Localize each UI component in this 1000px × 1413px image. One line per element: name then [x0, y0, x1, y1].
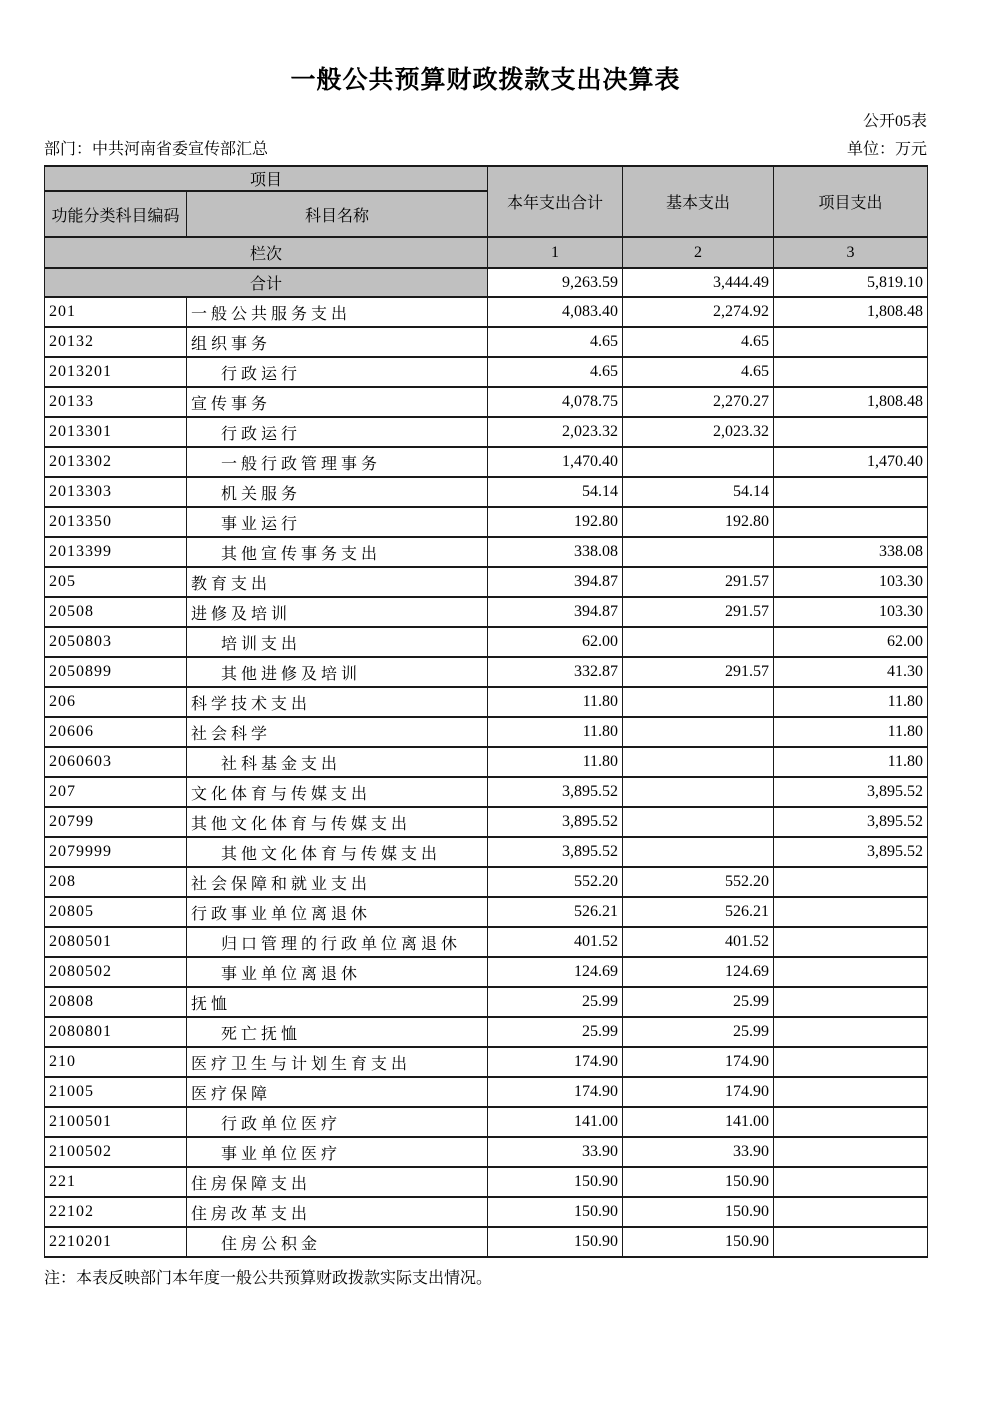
- department-label: 部门：中共河南省委宣传部汇总: [44, 141, 269, 158]
- row-name: 文化体育与传媒支出: [187, 777, 488, 807]
- row-name: 住房保障支出: [187, 1167, 488, 1197]
- row-basic: 291.57: [623, 657, 774, 687]
- header-col-basic: 基本支出: [623, 166, 774, 237]
- total-row-basic: 3,444.49: [623, 268, 774, 297]
- row-code: 210: [45, 1047, 187, 1077]
- row-basic: [623, 747, 774, 777]
- row-name: 教育支出: [187, 567, 488, 597]
- row-project: [774, 357, 928, 387]
- row-total: 552.20: [488, 867, 623, 897]
- row-total: 150.90: [488, 1197, 623, 1227]
- rank-row-label: 栏次: [45, 237, 488, 268]
- row-project: 1,470.40: [774, 447, 928, 477]
- row-code: 201: [45, 297, 187, 327]
- row-name: 机关服务: [187, 477, 488, 507]
- row-project: [774, 417, 928, 447]
- table-row: [45, 987, 928, 1017]
- row-code: 2013399: [45, 537, 187, 567]
- row-code: 2210201: [45, 1227, 187, 1257]
- row-total: 25.99: [488, 1017, 623, 1047]
- row-name: 其他宣传事务支出: [187, 537, 488, 567]
- row-total: 401.52: [488, 927, 623, 957]
- row-total: 3,895.52: [488, 777, 623, 807]
- header-col-total: 本年支出合计: [488, 166, 623, 237]
- row-basic: [623, 717, 774, 747]
- header-col-code: 功能分类科目编码: [45, 191, 187, 237]
- row-name: 社科基金支出: [187, 747, 488, 777]
- row-total: 3,895.52: [488, 807, 623, 837]
- row-basic: 174.90: [623, 1047, 774, 1077]
- row-total: 4.65: [488, 357, 623, 387]
- row-basic: [623, 537, 774, 567]
- row-total: 150.90: [488, 1167, 623, 1197]
- total-row: [45, 268, 928, 297]
- row-basic: [623, 627, 774, 657]
- row-name: 其他文化体育与传媒支出: [187, 807, 488, 837]
- table-row: [45, 387, 928, 417]
- row-code: 20132: [45, 327, 187, 357]
- row-project: [774, 477, 928, 507]
- row-project: [774, 867, 928, 897]
- sheet: [44, 0, 927, 1289]
- row-name: 组织事务: [187, 327, 488, 357]
- header-col-project: 项目支出: [774, 166, 928, 237]
- row-total: 124.69: [488, 957, 623, 987]
- row-total: 394.87: [488, 567, 623, 597]
- rank-col-1: 1: [488, 237, 623, 268]
- row-code: 2013303: [45, 477, 187, 507]
- row-basic: 4.65: [623, 357, 774, 387]
- row-project: 3,895.52: [774, 777, 928, 807]
- row-code: 2080501: [45, 927, 187, 957]
- row-name: 住房公积金: [187, 1227, 488, 1257]
- row-name: 医疗卫生与计划生育支出: [187, 1047, 488, 1077]
- table-row: [45, 477, 928, 507]
- row-project: [774, 1197, 928, 1227]
- row-total: 4,083.40: [488, 297, 623, 327]
- row-name: 住房改革支出: [187, 1197, 488, 1227]
- row-code: 2050803: [45, 627, 187, 657]
- table-row: [45, 837, 928, 867]
- row-basic: [623, 777, 774, 807]
- row-basic: 2,023.32: [623, 417, 774, 447]
- row-total: 192.80: [488, 507, 623, 537]
- row-basic: 150.90: [623, 1227, 774, 1257]
- table-row: [45, 1047, 928, 1077]
- row-code: 2100501: [45, 1107, 187, 1137]
- row-name: 社会科学: [187, 717, 488, 747]
- row-name: 归口管理的行政单位离退休: [187, 927, 488, 957]
- row-code: 20133: [45, 387, 187, 417]
- row-project: [774, 957, 928, 987]
- row-name: 行政运行: [187, 357, 488, 387]
- row-basic: 54.14: [623, 477, 774, 507]
- row-project: 41.30: [774, 657, 928, 687]
- row-basic: 552.20: [623, 867, 774, 897]
- row-total: 150.90: [488, 1227, 623, 1257]
- row-project: [774, 1227, 928, 1257]
- row-project: 62.00: [774, 627, 928, 657]
- row-code: 2060603: [45, 747, 187, 777]
- row-name: 一般行政管理事务: [187, 447, 488, 477]
- row-name: 事业运行: [187, 507, 488, 537]
- row-project: 11.80: [774, 687, 928, 717]
- table-row: [45, 777, 928, 807]
- row-project: 338.08: [774, 537, 928, 567]
- row-code: 221: [45, 1167, 187, 1197]
- total-row-label: 合计: [45, 268, 488, 297]
- row-code: 20606: [45, 717, 187, 747]
- row-total: 11.80: [488, 717, 623, 747]
- table-row: [45, 687, 928, 717]
- row-code: 20508: [45, 597, 187, 627]
- row-project: [774, 897, 928, 927]
- row-name: 事业单位离退休: [187, 957, 488, 987]
- row-basic: 401.52: [623, 927, 774, 957]
- row-total: 11.80: [488, 687, 623, 717]
- row-name: 培训支出: [187, 627, 488, 657]
- table-row: [45, 417, 928, 447]
- row-basic: 2,274.92: [623, 297, 774, 327]
- row-name: 其他进修及培训: [187, 657, 488, 687]
- header-row-project-group: [45, 166, 928, 191]
- table-body: [45, 166, 928, 1257]
- row-total: 526.21: [488, 897, 623, 927]
- row-code: 20799: [45, 807, 187, 837]
- row-basic: 141.00: [623, 1107, 774, 1137]
- table-row: [45, 537, 928, 567]
- row-code: 205: [45, 567, 187, 597]
- row-total: 3,895.52: [488, 837, 623, 867]
- row-basic: 150.90: [623, 1167, 774, 1197]
- row-project: 1,808.48: [774, 387, 928, 417]
- row-name: 宣传事务: [187, 387, 488, 417]
- row-name: 一般公共服务支出: [187, 297, 488, 327]
- row-project: [774, 1137, 928, 1167]
- table-row: [45, 927, 928, 957]
- table-row: [45, 447, 928, 477]
- row-code: 2013301: [45, 417, 187, 447]
- row-total: 33.90: [488, 1137, 623, 1167]
- row-code: 2079999: [45, 837, 187, 867]
- row-code: 21005: [45, 1077, 187, 1107]
- row-code: 207: [45, 777, 187, 807]
- row-basic: [623, 837, 774, 867]
- row-code: 2013201: [45, 357, 187, 387]
- row-name: 死亡抚恤: [187, 1017, 488, 1047]
- row-basic: 291.57: [623, 567, 774, 597]
- row-project: [774, 1107, 928, 1137]
- row-total: 4.65: [488, 327, 623, 357]
- table-row: [45, 357, 928, 387]
- row-project: 1,808.48: [774, 297, 928, 327]
- row-basic: 150.90: [623, 1197, 774, 1227]
- table-row: [45, 567, 928, 597]
- row-total: 338.08: [488, 537, 623, 567]
- row-total: 25.99: [488, 987, 623, 1017]
- row-project: [774, 507, 928, 537]
- row-project: 103.30: [774, 597, 928, 627]
- table-row: [45, 867, 928, 897]
- row-total: 62.00: [488, 627, 623, 657]
- row-basic: 25.99: [623, 1017, 774, 1047]
- rank-col-3: 3: [774, 237, 928, 268]
- rank-row: [45, 237, 928, 268]
- table-row: [45, 1197, 928, 1227]
- row-basic: [623, 807, 774, 837]
- row-basic: 4.65: [623, 327, 774, 357]
- row-project: [774, 1077, 928, 1107]
- table-row: [45, 627, 928, 657]
- row-project: 3,895.52: [774, 837, 928, 867]
- header-col-name: 科目名称: [187, 191, 488, 237]
- unit-label: 单位：万元: [846, 141, 927, 158]
- row-total: 174.90: [488, 1077, 623, 1107]
- table-row: [45, 1167, 928, 1197]
- row-code: 2080801: [45, 1017, 187, 1047]
- table-row: [45, 807, 928, 837]
- row-basic: 174.90: [623, 1077, 774, 1107]
- row-project: 11.80: [774, 717, 928, 747]
- total-row-project: 5,819.10: [774, 268, 928, 297]
- row-code: 20808: [45, 987, 187, 1017]
- row-name: 行政运行: [187, 417, 488, 447]
- table-row: [45, 717, 928, 747]
- form-code-label: 公开05表: [862, 113, 927, 130]
- table-row: [45, 897, 928, 927]
- row-total: 394.87: [488, 597, 623, 627]
- table-row: [45, 1107, 928, 1137]
- table-row: [45, 747, 928, 777]
- row-project: [774, 1017, 928, 1047]
- row-code: 2013350: [45, 507, 187, 537]
- page-title: 一般公共预算财政拨款支出决算表: [290, 67, 681, 94]
- row-project: [774, 1047, 928, 1077]
- row-total: 2,023.32: [488, 417, 623, 447]
- table-row: [45, 297, 928, 327]
- row-basic: 33.90: [623, 1137, 774, 1167]
- row-name: 行政事业单位离退休: [187, 897, 488, 927]
- table-row: [45, 657, 928, 687]
- row-basic: 2,270.27: [623, 387, 774, 417]
- row-name: 医疗保障: [187, 1077, 488, 1107]
- row-project: [774, 327, 928, 357]
- table-row: [45, 1227, 928, 1257]
- row-name: 抚恤: [187, 987, 488, 1017]
- row-code: 2080502: [45, 957, 187, 987]
- row-basic: 124.69: [623, 957, 774, 987]
- row-code: 22102: [45, 1197, 187, 1227]
- row-name: 进修及培训: [187, 597, 488, 627]
- row-basic: 526.21: [623, 897, 774, 927]
- row-basic: [623, 687, 774, 717]
- row-code: 208: [45, 867, 187, 897]
- row-name: 科学技术支出: [187, 687, 488, 717]
- total-row-total: 9,263.59: [488, 268, 623, 297]
- row-name: 其他文化体育与传媒支出: [187, 837, 488, 867]
- row-total: 4,078.75: [488, 387, 623, 417]
- row-name: 事业单位医疗: [187, 1137, 488, 1167]
- row-basic: 25.99: [623, 987, 774, 1017]
- row-total: 1,470.40: [488, 447, 623, 477]
- row-total: 141.00: [488, 1107, 623, 1137]
- row-basic: 291.57: [623, 597, 774, 627]
- row-total: 54.14: [488, 477, 623, 507]
- row-total: 332.87: [488, 657, 623, 687]
- table-row: [45, 1137, 928, 1167]
- row-basic: [623, 447, 774, 477]
- row-total: 11.80: [488, 747, 623, 777]
- row-basic: 192.80: [623, 507, 774, 537]
- row-code: 20805: [45, 897, 187, 927]
- table-row: [45, 1077, 928, 1107]
- row-code: 2050899: [45, 657, 187, 687]
- budget-table: [44, 165, 928, 1258]
- row-code: 2013302: [45, 447, 187, 477]
- table-row: [45, 327, 928, 357]
- rank-col-2: 2: [623, 237, 774, 268]
- row-project: 11.80: [774, 747, 928, 777]
- row-code: 206: [45, 687, 187, 717]
- row-project: 3,895.52: [774, 807, 928, 837]
- table-row: [45, 1017, 928, 1047]
- note-text: 注：本表反映部门本年度一般公共预算财政拨款实际支出情况。: [44, 1270, 493, 1287]
- row-code: 2100502: [45, 1137, 187, 1167]
- meta-line: [44, 141, 927, 159]
- row-name: 社会保障和就业支出: [187, 867, 488, 897]
- table-row: [45, 507, 928, 537]
- table-row: [45, 597, 928, 627]
- row-total: 174.90: [488, 1047, 623, 1077]
- row-project: [774, 1167, 928, 1197]
- row-project: 103.30: [774, 567, 928, 597]
- table-row: [45, 957, 928, 987]
- row-project: [774, 927, 928, 957]
- header-project-group: 项目: [45, 166, 488, 191]
- row-name: 行政单位医疗: [187, 1107, 488, 1137]
- row-project: [774, 987, 928, 1017]
